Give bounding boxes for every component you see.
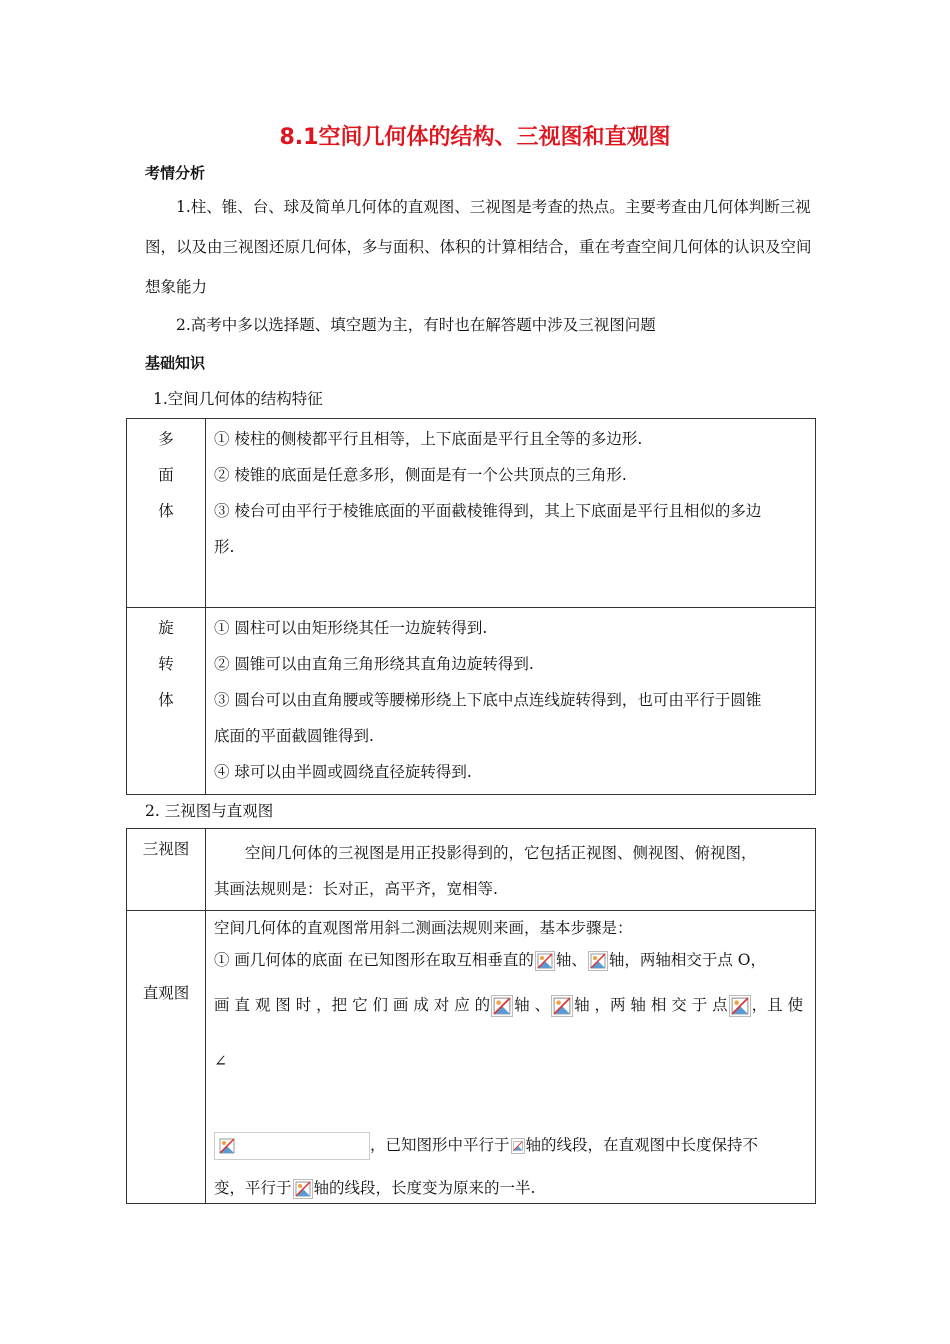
broken-image-icon xyxy=(729,995,751,1017)
broken-image-icon xyxy=(491,995,513,1017)
page-title: 8.1空间几何体的结构、三视图和直观图 xyxy=(279,125,671,150)
row-label-solid-of-revolution: 旋 转 体 xyxy=(127,608,206,795)
subheading-structure: 1.空间几何体的结构特征 xyxy=(153,390,323,408)
broken-image-icon xyxy=(293,1179,313,1199)
table-row xyxy=(127,608,816,795)
subheading-views: 2. 三视图与直观图 xyxy=(145,802,274,820)
polyhedron-description: ① 棱柱的侧棱都平行且相等，上下底面是平行且全等的多边形. ② 棱锥的底面是任意多形，侧面是有一个公共顶点的三角形. ③ 棱台可由平行于棱锥底面的平面截棱锥得到，其上下底面是平行且相似的多边 形. xyxy=(206,419,816,608)
broken-image-placeholder xyxy=(214,1132,370,1160)
section-heading-basics: 基础知识 xyxy=(145,354,206,372)
views-table xyxy=(126,828,816,1204)
row-label-intuitive-view: 直观图 xyxy=(127,911,206,1204)
row-label-polyhedron: 多 面 体 xyxy=(127,419,206,608)
revolution-description: ① 圆柱可以由矩形绕其任一边旋转得到. ② 圆锥可以由直角三角形绕其直角边旋转得到. ③ 圆台可以由直角腰或等腰梯形绕上下底中点连线旋转得到，也可由平行于圆锥 底面的平面截圆锥得到. ④ 球可以由半圆或圆绕直径旋转得到. xyxy=(206,608,816,795)
broken-image-icon xyxy=(551,995,573,1017)
analysis-paragraph-2: 2.高考中多以选择题、填空题为主，有时也在解答题中涉及三视图问题 xyxy=(176,316,656,334)
structure-table xyxy=(126,418,816,795)
broken-image-icon xyxy=(218,1137,236,1155)
row-label-three-views: 三视图 xyxy=(127,829,206,911)
broken-image-icon xyxy=(535,951,555,971)
table-row xyxy=(127,419,816,608)
broken-image-icon xyxy=(588,951,608,971)
table-row xyxy=(127,911,816,1204)
analysis-paragraph-1: 1.柱、锥、台、球及简单几何体的直观图、三视图是考查的热点。主要考查由几何体判断三视图，以及由三视图还原几何体，多与面积、体积的计算相结合，重在考查空间几何体的认识及空间想象能力 xyxy=(145,198,812,296)
table-row xyxy=(127,829,816,911)
section-heading-analysis: 考情分析 xyxy=(145,164,206,182)
intuitive-view-description: 空间几何体的直观图常用斜二测画法规则来画，基本步骤是： ① 画几何体的底面 在已知图形在取互相垂直的 轴、 轴，两轴相交于点 O， 画 直 观 图 时 ，把 它 们 画 成 对 应 的 轴 、 轴 ，两 轴 相 交 于 点 ，且 使 ∠ ，已知图形中平行于 轴的线段，在直观图中长度保持不 变，平行于 轴的线段，长度变为原来的一半. xyxy=(206,911,816,1204)
three-views-description: 空间几何体的三视图是用正投影得到的，它包括正视图、侧视图、俯视图， 其画法规则是：长对正，高平齐，宽相等. xyxy=(206,829,816,911)
broken-image-icon xyxy=(511,1138,525,1154)
